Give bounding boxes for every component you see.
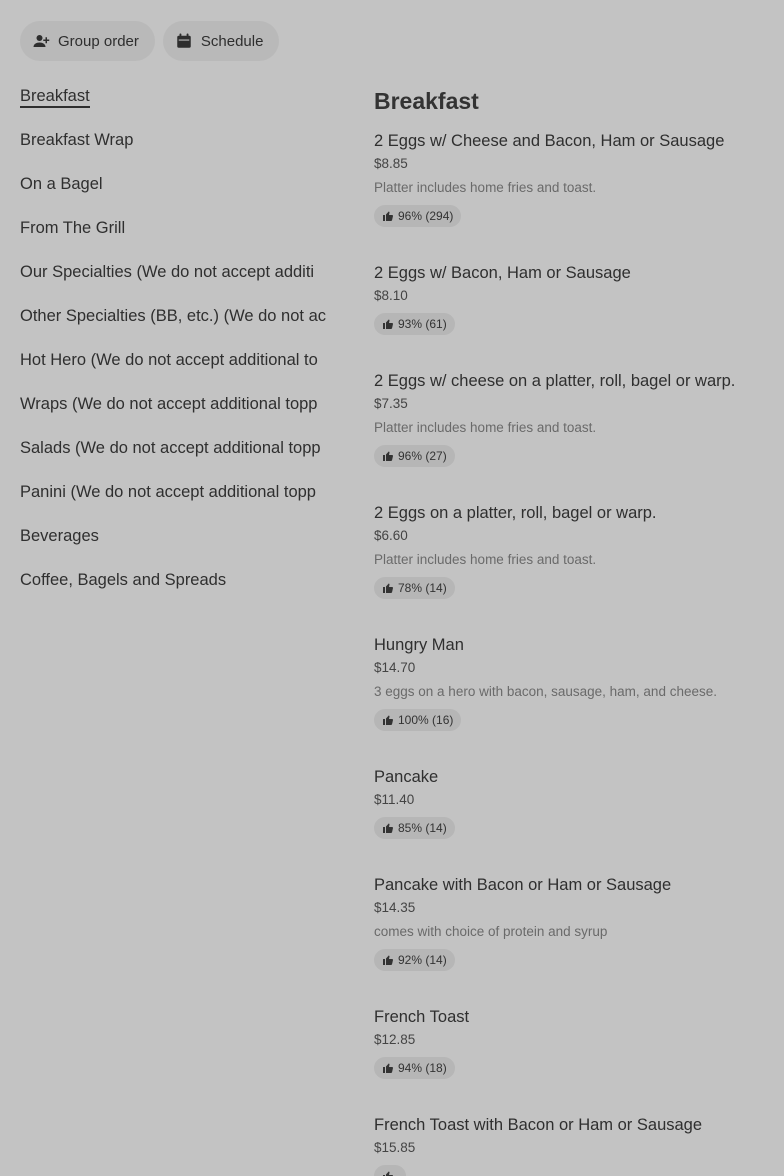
sidebar-item-label: Breakfast	[20, 87, 90, 108]
item-price: $11.40	[374, 792, 415, 807]
rating-badge	[374, 205, 461, 227]
menu-item[interactable]	[374, 766, 774, 839]
sidebar-item-label: Coffee, Bagels and Spreads	[20, 571, 227, 589]
sidebar-item-breakfast-wrap[interactable]	[20, 124, 327, 168]
schedule-button[interactable]	[163, 21, 280, 61]
menu-item[interactable]	[374, 502, 774, 599]
item-name: 2 Eggs w/ cheese on a platter, roll, bagel or warp.	[374, 372, 736, 390]
schedule-label: Schedule	[200, 32, 264, 50]
thumbs-up-icon	[382, 954, 394, 966]
menu-item[interactable]	[374, 1006, 774, 1079]
person-add-icon	[32, 32, 50, 50]
item-name: 2 Eggs on a platter, roll, bagel or warp.	[374, 504, 657, 522]
rating-badge	[374, 817, 455, 839]
item-name: Pancake with Bacon or Ham or Sausage	[374, 876, 672, 894]
sidebar-item-label: Our Specialties (We do not accept additi	[20, 263, 315, 281]
item-description: Platter includes home fries and toast.	[374, 180, 597, 195]
sidebar-item-other-specialties[interactable]	[20, 300, 327, 344]
sidebar-item-our-specialties[interactable]	[20, 256, 327, 300]
rating-badge	[374, 949, 455, 971]
rating-text: 93% (61)	[398, 317, 447, 331]
item-description: Platter includes home fries and toast.	[374, 552, 597, 567]
rating-text: 100% (16)	[398, 713, 454, 727]
sidebar-item-label: Salads (We do not accept additional topp	[20, 439, 321, 457]
sidebar-item-label: Panini (We do not accept additional topp	[20, 483, 316, 501]
sidebar-item-on-a-bagel[interactable]	[20, 168, 327, 212]
sidebar-item-hot-hero[interactable]	[20, 344, 327, 388]
menu-category-sidebar	[20, 80, 327, 608]
order-options-toolbar	[20, 21, 279, 61]
item-price: $8.85	[374, 156, 408, 171]
item-description: comes with choice of protein and syrup	[374, 924, 608, 939]
thumbs-up-icon	[382, 1170, 394, 1176]
menu-section	[374, 84, 774, 1155]
calendar-icon	[175, 32, 193, 50]
rating-text: 96% (27)	[398, 449, 447, 463]
section-title: Breakfast	[374, 88, 479, 114]
rating-text: 94% (18)	[398, 1061, 447, 1075]
sidebar-item-salads[interactable]	[20, 432, 327, 476]
thumbs-up-icon	[382, 822, 394, 834]
item-name: 2 Eggs w/ Cheese and Bacon, Ham or Sausage	[374, 132, 725, 150]
menu-item[interactable]	[374, 634, 774, 731]
sidebar-item-label: Hot Hero (We do not accept additional to	[20, 351, 318, 369]
rating-text: 78% (14)	[398, 581, 447, 595]
item-price: $7.35	[374, 396, 408, 411]
item-price: $12.85	[374, 1032, 416, 1047]
thumbs-up-icon	[382, 210, 394, 222]
menu-item[interactable]	[374, 130, 774, 227]
item-name: 2 Eggs w/ Bacon, Ham or Sausage	[374, 264, 631, 282]
group-order-label: Group order	[58, 32, 139, 50]
rating-text: 92% (14)	[398, 953, 447, 967]
thumbs-up-icon	[382, 582, 394, 594]
thumbs-up-icon	[382, 450, 394, 462]
rating-badge	[374, 1165, 406, 1176]
sidebar-item-label: Other Specialties (BB, etc.) (We do not ac	[20, 307, 326, 325]
sidebar-item-from-the-grill[interactable]	[20, 212, 327, 256]
menu-item[interactable]	[374, 874, 774, 971]
item-name: Pancake	[374, 768, 439, 786]
sidebar-item-label: On a Bagel	[20, 175, 103, 193]
item-name: Hungry Man	[374, 636, 464, 654]
menu-item[interactable]	[374, 370, 774, 467]
item-description: 3 eggs on a hero with bacon, sausage, ham, and cheese.	[374, 684, 717, 699]
sidebar-item-coffee-bagels-spreads[interactable]	[20, 564, 327, 608]
item-price: $6.60	[374, 528, 408, 543]
sidebar-item-panini[interactable]	[20, 476, 327, 520]
group-order-button[interactable]	[20, 21, 155, 61]
menu-item[interactable]	[374, 262, 774, 335]
item-name: French Toast with Bacon or Ham or Sausage	[374, 1116, 703, 1134]
sidebar-item-label: From The Grill	[20, 219, 126, 237]
sidebar-item-label: Beverages	[20, 527, 99, 545]
thumbs-up-icon	[382, 1062, 394, 1074]
menu-item[interactable]	[374, 1114, 774, 1176]
item-price: $8.10	[374, 288, 408, 303]
sidebar-item-breakfast[interactable]	[20, 80, 327, 124]
thumbs-up-icon	[382, 714, 394, 726]
rating-badge	[374, 577, 455, 599]
item-description: Platter includes home fries and toast.	[374, 420, 597, 435]
rating-text: 85% (14)	[398, 821, 447, 835]
item-name: French Toast	[374, 1008, 470, 1026]
thumbs-up-icon	[382, 318, 394, 330]
sidebar-item-beverages[interactable]	[20, 520, 327, 564]
rating-badge	[374, 445, 455, 467]
item-price: $14.70	[374, 660, 416, 675]
rating-badge	[374, 313, 455, 335]
sidebar-item-label: Wraps (We do not accept additional topp	[20, 395, 318, 413]
sidebar-item-label: Breakfast Wrap	[20, 131, 134, 149]
rating-badge	[374, 709, 461, 731]
sidebar-item-wraps[interactable]	[20, 388, 327, 432]
item-price: $14.35	[374, 900, 416, 915]
rating-badge	[374, 1057, 455, 1079]
item-price: $15.85	[374, 1140, 416, 1155]
rating-text: 96% (294)	[398, 209, 454, 223]
